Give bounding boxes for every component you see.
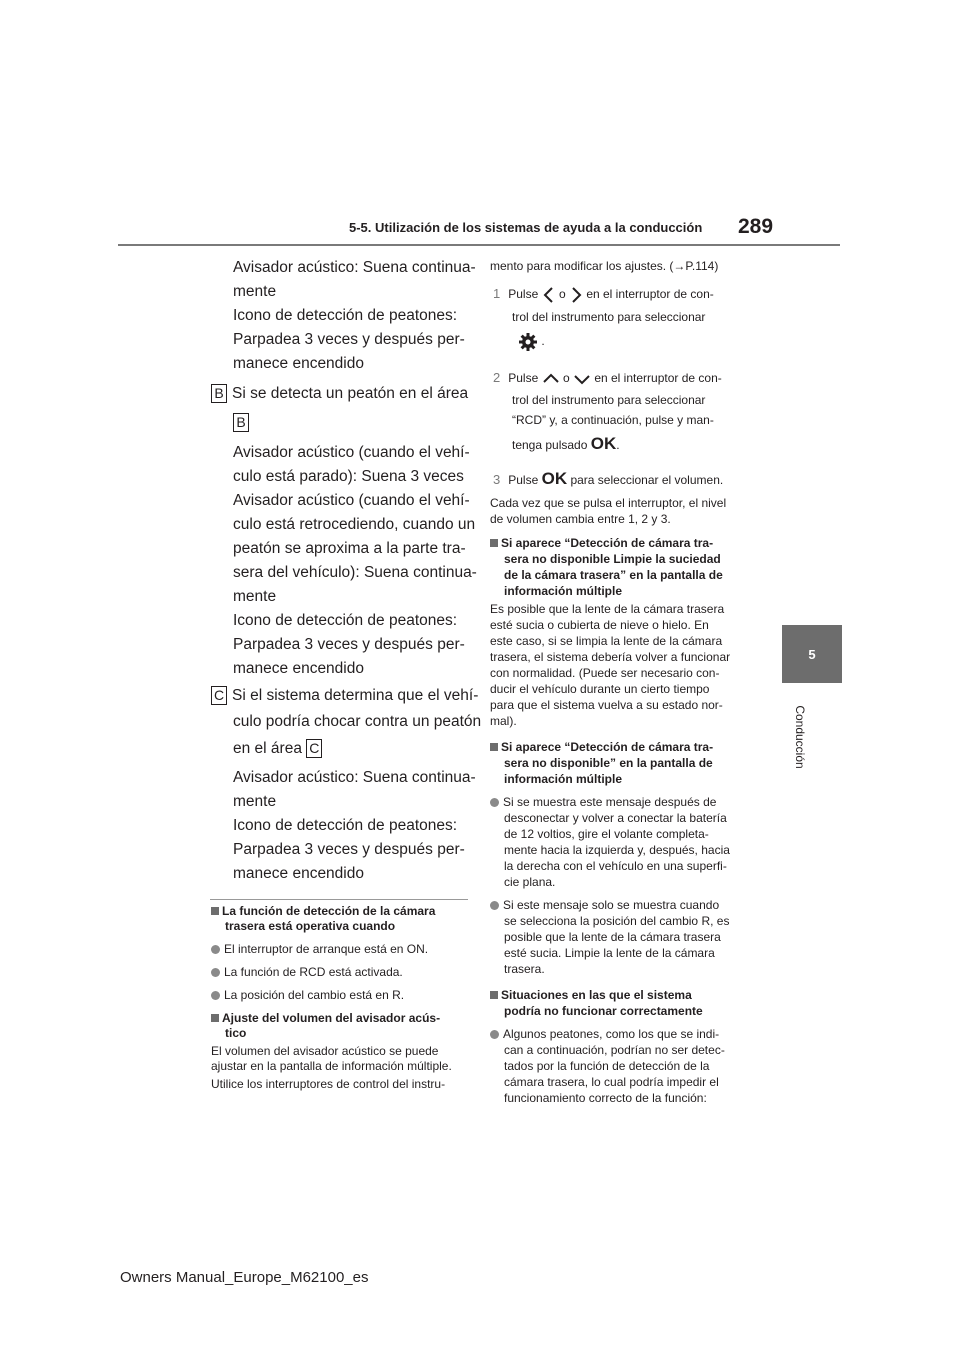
subheading-cont: podría no funcionar correctamente xyxy=(504,1004,703,1018)
chevron-up-icon xyxy=(542,372,560,386)
paragraph-line: de volumen cambia entre 1, 2 y 3. xyxy=(490,512,671,526)
left-line: sera del vehículo): Suena continua- xyxy=(233,564,477,581)
left-line: manece encendido xyxy=(233,355,364,372)
paragraph-line: para que el sistema vuelva a su estado nor- xyxy=(490,698,723,712)
square-bullet-icon xyxy=(490,991,498,999)
step-2: 2 Pulse o en el interruptor de con- xyxy=(493,370,722,385)
bullet-line: cámara trasera, lo cual podría impedir el xyxy=(504,1075,719,1089)
left-line: manece encendido xyxy=(233,660,364,677)
bullet-line: de 12 voltios, gire el volante completa- xyxy=(504,827,709,841)
bullet-line: mente hacia la izquierda y, después, hacia xyxy=(504,843,730,857)
paragraph-line: esté sucia o cubierta de nieve o hielo. En xyxy=(490,618,709,632)
area-c-label: C xyxy=(211,686,227,705)
bullet-line: desconectar y volver a conectar la batería xyxy=(504,811,727,825)
bullet-line: posible que la lente de la cámara trasera xyxy=(504,930,721,944)
subheading-cont: trasera está operativa cuando xyxy=(225,919,396,933)
step-line: trol del instrumento para seleccionar xyxy=(512,393,706,407)
paragraph-line: El volumen del avisador acústico se puede xyxy=(211,1044,439,1058)
bullet-line: esté sucia. Limpie la lente de la cámara xyxy=(504,946,715,960)
left-line: mente xyxy=(233,283,277,300)
subheading-cont: información múltiple xyxy=(504,772,623,786)
left-line: culo podría chocar contra un peatón xyxy=(233,713,482,730)
page-number: 289 xyxy=(738,215,774,238)
step-line: tenga pulsado OK. xyxy=(512,434,620,453)
left-line: Parpadea 3 veces y después per- xyxy=(233,841,465,858)
left-line: Avisador acústico (cuando el vehí- xyxy=(233,444,470,461)
area-c-item: C Si el sistema determina que el vehí- xyxy=(211,684,478,708)
left-line: Avisador acústico (cuando el vehí- xyxy=(233,492,470,509)
paragraph-line: Es posible que la lente de la cámara trasera xyxy=(490,602,725,616)
paragraph-line: ajustar en la pantalla de información múltiple. xyxy=(211,1059,452,1073)
subheading-cont: de la cámara trasera” en la pantalla de xyxy=(504,568,723,582)
bullet-icon xyxy=(211,991,220,1000)
bullet-line: funcionamiento correcto de la función: xyxy=(504,1091,707,1105)
subheading: Ajuste del volumen del avisador acús- xyxy=(211,1011,440,1026)
bullet-icon xyxy=(211,945,220,954)
left-line: manece encendido xyxy=(233,865,364,882)
step-line: . xyxy=(518,332,545,352)
bullet-icon xyxy=(211,968,220,977)
bullet-item: El interruptor de arranque está en ON. xyxy=(211,942,428,957)
paragraph-line: Utilice los interruptores de control del instru- xyxy=(211,1077,446,1091)
footer-text: Owners Manual_Europe_M62100_es xyxy=(120,1269,369,1286)
section-title: 5-5. Utilización de los sistemas de ayuda a la conducción xyxy=(349,220,703,235)
section-divider xyxy=(210,899,468,900)
bullet-line: la derecha con el vehículo en una superfi- xyxy=(504,859,727,873)
step-line: “RCD” y, a continuación, pulse y man- xyxy=(512,413,714,427)
bullet-icon xyxy=(490,901,499,910)
subheading-cont: información múltiple xyxy=(504,584,623,598)
area-b-label-inline xyxy=(233,411,254,435)
header-rule xyxy=(118,244,840,246)
left-line: Avisador acústico: Suena continua- xyxy=(233,259,476,276)
paragraph-line: ducir el vehículo durante un cierto tiempo xyxy=(490,682,710,696)
step-1: 1 Pulse o en el interruptor de con- xyxy=(493,286,714,304)
bullet-line: tados por la función de detección de la xyxy=(504,1059,710,1073)
bullet-line: trasera. xyxy=(504,962,545,976)
area-b-item: B Si se detecta un peatón en el área xyxy=(211,382,468,406)
bullet-item: Si se muestra este mensaje después de xyxy=(490,795,716,810)
bullet-item: Algunos peatones, como los que se indi- xyxy=(490,1027,719,1042)
square-bullet-icon xyxy=(490,539,498,547)
bullet-item: La posición del cambio está en R. xyxy=(211,988,404,1003)
square-bullet-icon xyxy=(211,907,219,915)
subheading-cont: sera no disponible Limpie la suciedad xyxy=(504,552,721,566)
bullet-line: se selecciona la posición del cambio R, es xyxy=(504,914,730,928)
left-line: Icono de detección de peatones: xyxy=(233,612,458,629)
bullet-line: can a continuación, podrían no ser detec- xyxy=(504,1043,725,1057)
left-line: mente xyxy=(233,793,277,810)
chapter-label: Conducción xyxy=(793,705,807,769)
ok-icon: OK xyxy=(541,469,568,488)
left-line: Parpadea 3 veces y después per- xyxy=(233,636,465,653)
area-b-label: B xyxy=(233,413,249,432)
paragraph-line: mal). xyxy=(490,714,517,728)
subheading: La función de detección de la cámara xyxy=(211,904,435,919)
bullet-line: cie plana. xyxy=(504,875,556,889)
left-line: Icono de detección de peatones: xyxy=(233,817,458,834)
left-line: Parpadea 3 veces y después per- xyxy=(233,331,465,348)
subheading-cont: sera no disponible” en la pantalla de xyxy=(504,756,713,770)
step-3: 3 Pulse OK para seleccionar el volumen. xyxy=(493,469,724,488)
bullet-icon xyxy=(490,1030,499,1039)
left-line: peatón se aproxima a la parte tra- xyxy=(233,540,466,557)
gear-icon xyxy=(518,332,538,352)
square-bullet-icon xyxy=(490,743,498,751)
subheading: Situaciones en las que el sistema xyxy=(490,988,692,1003)
paragraph-line: con normalidad. (Puede ser necesario con- xyxy=(490,666,720,680)
left-line: en el área C xyxy=(233,737,327,761)
chevron-right-icon xyxy=(569,286,583,304)
paragraph-line: este caso, si se limpia la lente de la cámara xyxy=(490,634,723,648)
ok-icon: OK xyxy=(590,434,617,453)
paragraph-line: Cada vez que se pulsa el interruptor, el nivel xyxy=(490,496,727,510)
subheading: Si aparece “Detección de cámara tra- xyxy=(490,536,713,551)
chapter-tab: 5 xyxy=(782,625,842,683)
chevron-down-icon xyxy=(573,372,591,386)
left-line: Icono de detección de peatones: xyxy=(233,307,458,324)
area-c-label: C xyxy=(306,739,322,758)
left-line: mente xyxy=(233,588,277,605)
area-b-label: B xyxy=(211,384,227,403)
left-line: culo está parado): Suena 3 veces xyxy=(233,468,464,485)
bullet-icon xyxy=(490,798,499,807)
subheading: Si aparece “Detección de cámara tra- xyxy=(490,740,713,755)
square-bullet-icon xyxy=(211,1014,219,1022)
paragraph-line: mento para modificar los ajustes. (→P.114) xyxy=(490,259,719,273)
left-line: culo está retrocediendo, cuando un xyxy=(233,516,476,533)
left-line: Avisador acústico: Suena continua- xyxy=(233,769,476,786)
step-line: trol del instrumento para seleccionar xyxy=(512,310,706,324)
bullet-item: La función de RCD está activada. xyxy=(211,965,403,980)
subheading-cont: tico xyxy=(225,1026,247,1040)
bullet-item: Si este mensaje solo se muestra cuando xyxy=(490,898,719,913)
paragraph-line: trasera, el sistema debería volver a funcionar xyxy=(490,650,731,664)
chevron-left-icon xyxy=(542,286,556,304)
